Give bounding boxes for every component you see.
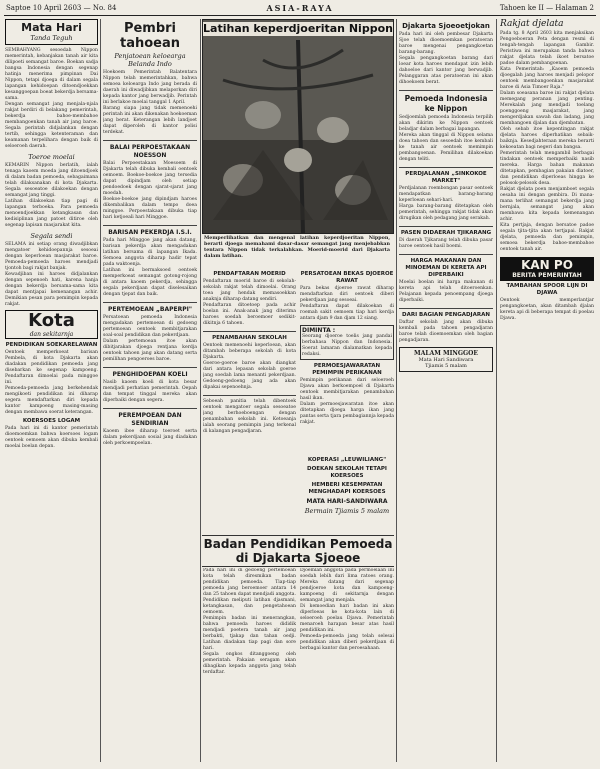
ad-line: Tjiamis 5 malam [425,363,467,369]
divider [399,308,493,309]
column-rule [396,19,397,762]
mata-hari-intro: SEMBAHYANG sesoedah Nippon memerintah, kebanjakan tanah air kita dilipoeti semangat baroe. Boekan sadja bangsa Indonesia dengan segenap hatinja menerima pimpinan Dai Nippon, tetapi djoega di dalam segala lapangan kehidoepan ditoendjoekkan kesanggoepan boeat bekerdja bersama-sama. [5,48,98,101]
mata-hari-subtitle: Tanda Teguh [30,34,73,42]
notice-title: DIMINTA : [302,327,336,334]
section-text: Oentoek memenoehi keperloean, akan ditambah beberapa sekolah di kota Djakarta. [203,343,296,360]
section-text: Pada hari Minggoe jang akan datang, barisan pekerdja akan mengadakan latihan bersama di lapangan Ikada. Semoea anggota diharap hadir tepat pada waktoenja. [103,238,197,267]
section-heading: PENGHIDOEPAN KOELI [112,371,188,378]
ad-line: Mata Hari Sandiwara [418,357,474,363]
section-text: Kaoem iboe diharap toeroet serta dalam pekerdjaan sosial jang diadakan oleh perkoempoelan. [103,429,197,446]
filler-text: Boekoe-boekoe jang dipindjam haroes dikembalikan dalam tempo doea minggoe. Perpoestakaan dibuka tiap hari ketjoeali hari Minggoe. [103,197,197,220]
divider [103,302,197,303]
filler-text: Dalam permoesjawaratan itoe akan ditetapkan djoega harga ikan jang pantas serta tjara pembagiannja kepada rakjat. [300,402,394,425]
filler-text: Di kemoedian hari badan ini akan diperloeas ke kota-kota lain di seloeroeh poelau Djawa. Pemerintah menaroeh harapan besar atas hasil pendidikan ini. [300,604,394,633]
filler-text: Kita pertjaja, dengan bersatoe padoe segala tjita-tjita akan tertjapai. Rakjat djelata, pemoeda dan pemimpin, semoea bekerdja bahoe-membahoe oentoek tanah air. [500,223,594,252]
photo-title: Latihan keperdjoeritan Nippon [203,22,393,35]
filler-text: Barang siapa jang tidak memenoehi perintah ini akan dikenakan hoekoeman jang berat. Keterangan lebih landjoet dapat diperoleh di kantor polisi terdekat. [103,106,197,135]
news-photo [202,19,394,234]
column-2 [103,19,197,764]
filler-text: Mereka akan tinggal di Nippon selama doea tahoen dan sesoedah itoe kembali ke tanah air oentoek memimpin pembangoenan. Pemilihan dilakoekan dengan teliti. [399,133,493,162]
notice-box [300,325,394,360]
filler-text: Kewadjiban ini haroes didjalankan dengan sepenoeh hati, karena hanja dengan bekerdja bersama-sama kita dapat mentjapai kemenangan achir. Demikian pesan para pemimpin kepada rakjat. [5,272,98,307]
section-heading: Toeroe moelai [28,153,75,161]
divider [103,367,197,368]
column-5 [500,19,594,764]
masthead [4,3,596,16]
section-subheading: Bermain Tjiamis 5 malam [304,507,390,515]
filler-text: Harga barang-barang ditetapkan oleh pemerintah, sehingga rakjat tidak akan dirugikan oleh pedagang jang serakah. [399,204,493,221]
section-text: Hoekoem Pemerintah Balatentara Nippon telah memerintahkan, bahwa semoea keloearga Indo jang berada di daerah ini diwadjibkan melaporkan diri kepada kantor jang berwadjib. Perintah ini berlakoe moelai tanggal 1 April. [103,70,197,105]
mata-hari-box [5,19,98,45]
section-heading: Segala sendi [30,232,73,240]
filler-text: Segala ongkos ditanggoeng oleh pemerintah. Pakaian seragam akan dibagikan kepada anggota jang telah terdaftar. [203,652,296,675]
filler-text: Seboeah panitia telah dibentoek oentoek mengatoer segala sesoeatoe jang berhoeboengan dengan penambahan sekolah ini. Ketoeanja ialah seorang pemimpin jang terkenal di kalangan pengadjaran. [203,399,296,434]
filler-text: Pemoeda-pemoeda jang telah selesai pendidikan akan diberi pekerdjaan di berbagai kantor dan peroesahaan. [300,634,394,651]
section-subheading: Penjatoean keloearga Belanda Indo [114,52,186,68]
column-rule [100,19,101,762]
section-heading: PEREMPOEAN DAN SENDIRIAN [118,412,182,427]
filler-text: Moelai boelan ini harga makanan di kereta api telah ditoeroenkan. Pelajanan kepada penoempang djoega diperbaiki. [399,280,493,303]
divider [203,395,296,396]
section-heading: TAMBAHAN SPOOR LIJN DI DJAWA [506,283,588,296]
section-text: Sedjoemlah pemoeda Indonesia terpilih akan dikirim ke Nippon oentoek beladjar dalam berbagai lapangan. [399,115,493,132]
section-text: Pendaftaran moerid baroe di sekolah-sekolah rakjat telah dimoelai. Orang toea jang hendak memasoekkan anaknja diharap datang sendiri. [203,279,296,302]
section-text: SELAMA ini setiap orang diwadjibkan mengatoer kehidoepannja sesoeai dengan keperloean masjarakat baroe. Pemoeda-pemoeda haroes mendjadi tjontoh bagi rakjat banjak. [5,242,98,271]
filler-text: Pada hari ini di gedoeng pertemoean kota telah diresmikan badan pendidikan pemoeda. Tiap-tiap pemoeda jang beroemoer antara 14 dan 25 tahoen dapat mendjadi anggota. Pendidikan meliputi latihan djasmani, ketangkasan, dan pengetahoean oemoem. [203,568,296,615]
section-heading: PERSATOEAN BEKAS DJOEROE RAWAT [300,271,394,284]
feature-column-left [203,568,296,764]
section-heading: Rakjat djelata [500,19,564,29]
filler-text: Pemimpin badan ini menerangkan, bahwa pemoeda haroes dididik mendjadi poetera tanah air jang berbakti, tjakap dan tahan oedji. Latihan diadakan tiap pagi dan sore hari. [203,616,296,651]
column-1 [5,19,98,764]
column-4 [399,19,493,764]
filler-text: Seorang djoeroe toelis jang pandai berbahasa Nippon dan Indonesia. Soerat lamaran dialamatkan kepada redaksi. [302,334,392,357]
section-heading: HARGA MAKANAN DAN MINOEMAN DI KERETA API DIPERBAIKI [405,258,487,278]
kota-title: Kota [28,310,75,331]
kota-banner [5,310,98,339]
section-heading: BALAI PERPOESTAKAAN NOESSON [109,144,191,159]
divider [203,331,296,332]
ad-title: MALAM MINGGOE [414,350,478,357]
section-heading: PENDAFTARAN MOERID [213,271,286,277]
filler-text: Goeroe-goeroe baroe akan diangkat dari antara lepasan sekolah goeroe jang soedah lama menanti pekerdjaan. Gedoeng-gedoeng jang ada akan dipakai sepenoehnja. [203,361,296,390]
divider [103,140,197,141]
section-heading: HEMBERI KESEMPATAN MENGHADAPI KOERSOES [308,482,386,495]
section-text: Para bekas djoeroe rawat diharap mendaftarkan diri oentoek diberi pekerdjaan jang sesoeai. [300,286,394,303]
filler-text: Pemoeda-pemoeda jang berkehendak mengikoeti pendidikan ini diharap segera mendaftarkan diri kepada kantor kampoeng masing-masing dengan membawa soerat keterangan. [5,386,98,415]
column-3c [300,455,394,533]
section-text: Pada hari ini di kantor pemerintah dioemoemkan bahwa koersoes logam oentoek oemoem akan dibuka kembali moelai boelan depan. [5,426,98,449]
filler-text: Segala pengangkoetan barang dari loear kota haroes mendapat izin lebih dahoeloe dari kantor jang berwadjib. Pelanggaran atas peratoeran ini akan dihoekoem berat. [399,56,493,85]
divider [399,254,493,255]
section-heading: BARISAN PEKERDJA I.S.I. [108,229,192,236]
filler-text: Pendaftaran ditoetoep pada achir boelan ini. Anak-anak jang diterima haroes soedah beroemoer sedikit-dikitnja 6 tahoen. [203,303,296,326]
kanpo-banner [500,257,594,281]
filler-text: Dengan semangat jang menjala-njala rakjat berdiri di belakang pemerintah, bekerdja bahoe-membahoe membangoenkan tanah air jang baroe. Segala perintah didjalankan dengan tertib, sehingga ketenteraman dan keamanan terpelihara dengan baik di seloeroeh daerah. [5,102,98,149]
divider [103,225,197,226]
newspaper-title: ASIA-RAYA [266,3,334,13]
filler-text: Daftar sekolah jang akan dibuka kembali pada tahoen pengadjaran baroe telah dioemoemkan oleh bagian pengadjaran. [399,320,493,343]
section-text: Balai Perpoestakaan Moesoem di Djakarta telah dibuka kembali oentoek oemoem. Boekoe-boekoe jang tersedia dapat dipindjam oleh setiap pendoedoek dengan sjarat-sjarat jang moedah. [103,161,197,196]
section-heading: KOERSOES LOGAM [22,418,81,424]
filler-text: Oleh sebab itoe kepentingan rakjat djelata haroes diperhatikan sebaik-baiknja. Kesedjahteraan mereka berarti kekoeatan bagi negeri dan bangsa. [500,127,594,150]
edition-info: Tahoen ke II — Halaman 2 [499,4,594,12]
section-heading: PASEN DIDAERAH TJIKARANG [400,230,492,236]
section-text: Pada hari ini oleh pembesar Djakarta Sjoe telah dioemoemkan peratoeran baroe mengenai pengangkoetan barang-barang. [399,32,493,55]
mata-hari-title: Mata Hari [21,21,82,34]
soldiers-training-photo [203,20,393,233]
column-rule [200,19,201,762]
section-heading: MATA HARI-SANDIWARA [306,498,388,505]
filler-text: Pendaftaran dapat dilakoekan di roemah sakit oemoem tiap hari kerdja antara djam 9 dan djam 12 siang. [300,304,394,321]
section-text: Di daerah Tjikarang telah dibuka pasar baroe oentoek hasil boemi. [399,238,493,249]
newspaper-page [4,3,596,766]
filler-text: Latihan ini bermaksoed oentoek memperkoeat semangat gotong-rojong di antara kaoem pekerdja, sehingga segala pekerdjaan dapat diselesaikan dengan tjepat dan baik. [103,268,197,297]
section-heading: PERTEMOEAN „BAPERPI" [108,306,192,313]
filler-text: Latihan dilakoekan tiap pagi di lapangan terboeka. Para pemoeda menoendjoekkan ketangkasan dan kedisiplinan jang patoet ditiroe oleh segenap lapisan masjarakat kita. [5,199,98,228]
kanpo-title: KAN PO [521,258,573,272]
section-heading: DOEKAN SEKOLAH TETAPI KOERSOES [307,466,387,479]
section-heading: Pemoeda Indonesia ke Nippon [404,94,488,113]
filler-text: Djoemlah anggota pada permoelaan ini soedah lebih dari lima ratoes orang. Mereka datang dari segenap pendjoeroe kota dan kampoeng-kampoeng di sekitarnja dengan semangat jang menjala. [300,568,394,603]
filler-text: Dalam pertemoean itoe akan dibitjarakan djoega rentjana kerdja oentoek tahoen jang akan datang serta pemilihan pengoeroes baroe. [103,339,197,362]
section-heading: PERMOESJAWARATAN PEMIMPIN PERIKANAN [312,363,382,376]
divider [399,226,493,227]
advertisement-box [399,347,493,372]
section-text: Pemimpin perikanan dari seloeroeh Djawa akan berkoempoel di Djakarta oentoek membitjarakan penambahan hasil ikan. [300,378,394,401]
divider [399,167,493,168]
filler-text: Dalam soeasana baroe ini rakjat djelata memegang peranan jang penting. Merekalah jang mendjadi toelang poenggoeng masjarakat, jang mengerdjakan sawah dan ladang, jang membangoen djalan dan djembatan. [500,91,594,126]
feature-headline: Badan Pendidikan Pemoeda di Djakarta Sjoeoe [203,537,393,565]
section-heading: PERDJALANAN „SINKOKOE MARKET" [405,171,487,184]
section-heading: Djakarta Sjoeoetjokan [402,22,490,30]
feature-column-right [300,568,394,764]
column-3 [203,269,296,533]
section-heading: KOPERASI „LEUWILIANG" [307,457,387,463]
issue-date: Saptoe 10 April 2603 — No. 84 [6,4,117,12]
section-text: Oentoek memperlantjar pengangkoetan, akan ditambah djalan kereta api di beberapa tempat di poelau Djawa. [500,298,594,321]
kanpo-subtitle: BERITA PEMERINTAH [512,272,582,279]
column-rule [496,19,497,762]
section-heading: Pembri tahoean [119,21,181,51]
section-text: Perdjalanan roembongan pasar oentoek mendapatkan barang-barang keperloean sehari-hari. [399,186,493,203]
section-text: Oentoek memperkoeat barisan Pembela, di kota Djakarta akan diadakan pendidikan pemoeda jang disebarkan ke segenap kampoeng. Pendaftaran dimoelai pada minggoe ini. [5,350,98,385]
section-heading: DARI BAGIAN PENGADJARAN [402,312,490,318]
filler-text: Pemerintah telah mengambil berbagai tindakan oentoek memperbaiki nasib mereka. Harga bahan makanan ditetapkan, pembagian pakaian diatoer, dan pendidikan diperloeas hingga ke pelosok-pelosok desa. [500,151,594,186]
kota-subtitle: dan sekitarnja [29,331,74,338]
section-text: Persatoean pemoeda Indonesia mengadakan pertemoean di gedoeng pertemoean oentoek membitjarakan soal-soal pendidikan dan pekerdjaan. [103,315,197,338]
photo-caption: Memperlihatkan dan mengenal latihan keperdjoeritan Nippon, berarti djoega memahami dasar-dasar semangat jang menjebabkan tentara Nippon tidak terkalahkan. Moerid-moerid dari Djakarta dalam latihan. [204,235,390,259]
divider [399,90,493,91]
filler-text: Nasib kaoem koeli di kota besar mendjadi perhatian pemerintah. Oepah dan tempat tinggal mereka akan diperbaiki dengan segera. [103,380,197,403]
section-text: Kata Pemerintah: „Kaoem pemoeda djoegalah jang haroes menjadi pelopor oentoek membangoenkan masjarakat baroe di Asia Timoer Raja." [500,67,594,90]
section-text: Pada tg. 8 April 2603 kita menjaksikan Pengoeboeran Peta dengan resmi di tengah-tengah lapangan Gambir. Peristiwa ini merupakan tanda bahwa rakjat djelata telah ikoet bersatoe padoe dalam pembangoenan. [500,31,594,66]
divider [103,408,197,409]
section-heading: PENDIDIKAN SOEKARELAWAN [5,342,98,348]
filler-text: Rakjat djelata poen menjamboet segala oesaha ini dengan gembira. Di mana-mana terlihat semangat bekerdja jang bernjala, semangat jang akan membawa kita kepada kemenangan achir. [500,187,594,222]
section-text: KEMARIN Nippon berlatih, ialah tenaga kaoem moeda jang ditoendjoek di dalam badan pemoeda, sebagaimana telah dilaksanakan di kota Djakarta. Segala sesoeatoe dilakoekan dengan semangat jang tinggi. [5,163,98,198]
section-heading: PENAMBAHAN SEKOLAH [212,335,287,341]
